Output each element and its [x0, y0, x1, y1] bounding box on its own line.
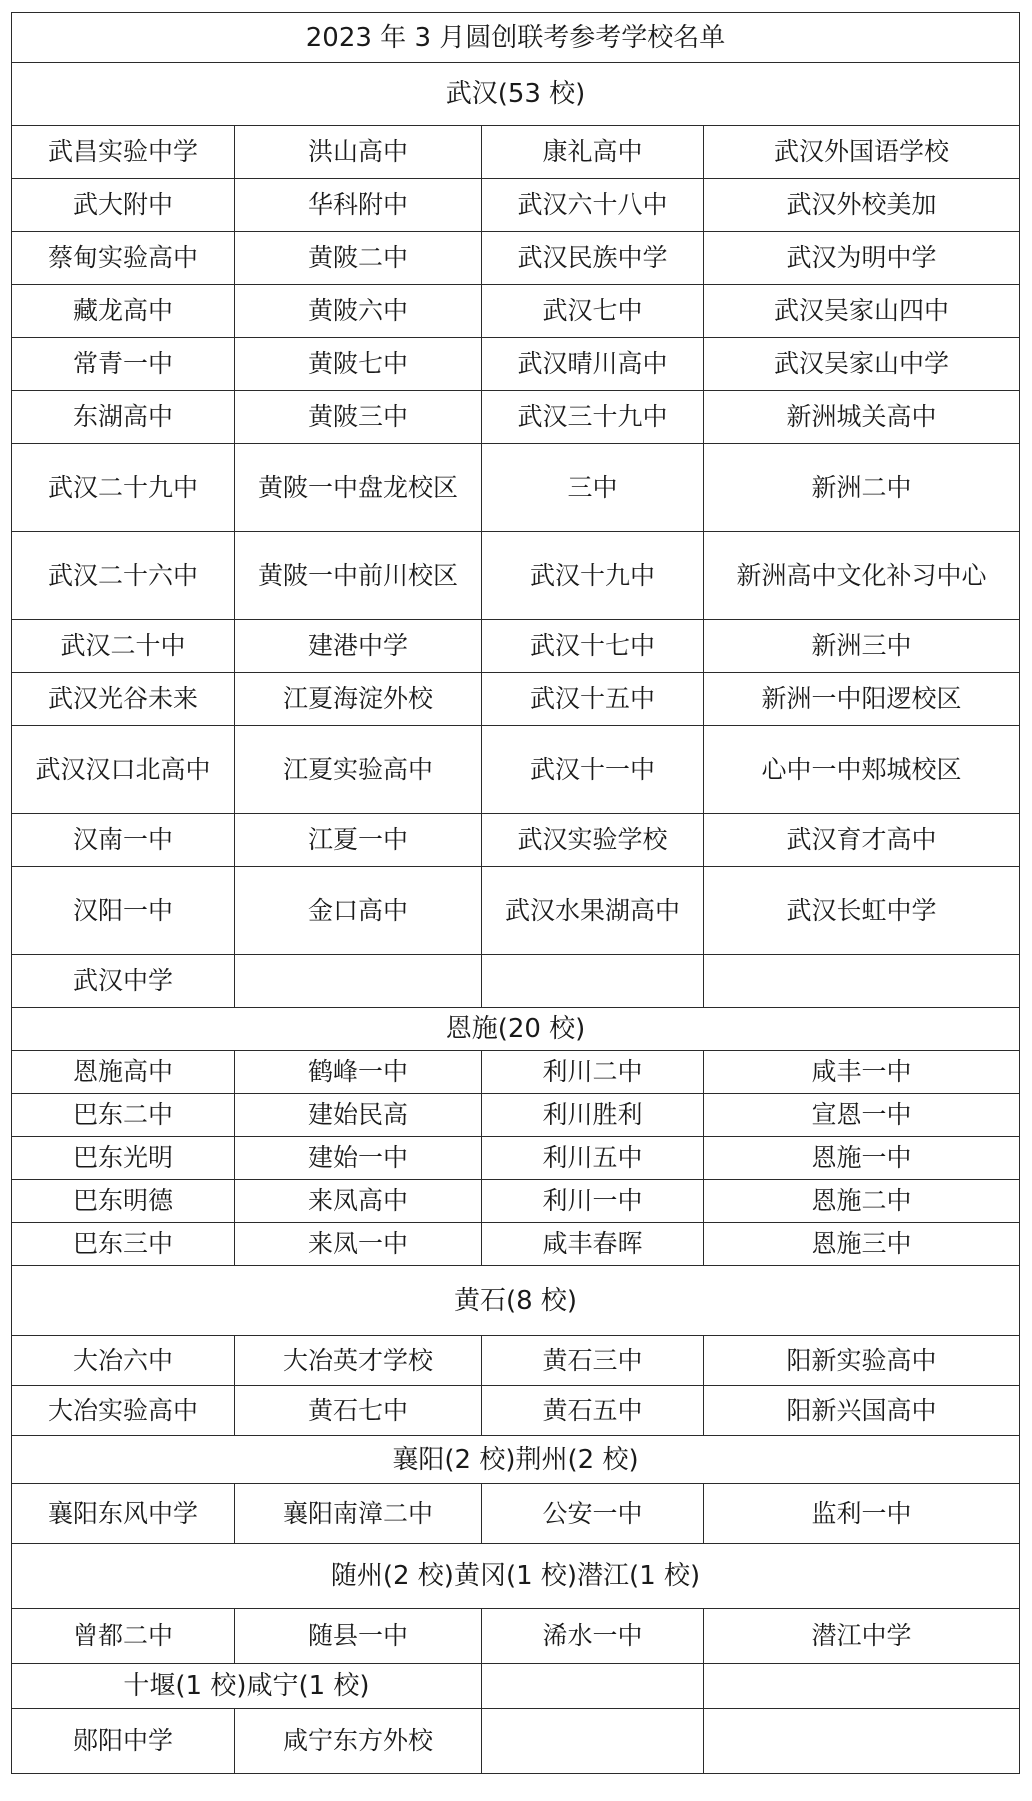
school-cell: 黄石七中	[235, 1386, 482, 1436]
school-cell: 武汉七中	[482, 285, 704, 338]
school-cell: 大冶六中	[12, 1336, 235, 1386]
school-cell: 咸宁东方外校	[235, 1709, 482, 1774]
school-cell: 武汉二十中	[12, 620, 235, 673]
school-cell: 武汉吴家山中学	[704, 338, 1020, 391]
table-row	[12, 232, 1020, 285]
school-cell	[704, 955, 1020, 1008]
table-row	[12, 955, 1020, 1008]
school-cell: 新洲城关高中	[704, 391, 1020, 444]
school-cell: 武汉吴家山四中	[704, 285, 1020, 338]
school-cell: 心中一中郏城校区	[704, 726, 1020, 814]
table-row	[12, 814, 1020, 867]
school-cell	[704, 1709, 1020, 1774]
empty-cell	[704, 1664, 1020, 1709]
school-cell: 利川二中	[482, 1051, 704, 1094]
school-cell: 建始民高	[235, 1094, 482, 1137]
school-cell: 江夏海淀外校	[235, 673, 482, 726]
school-cell: 武汉育才高中	[704, 814, 1020, 867]
school-cell: 襄阳南漳二中	[235, 1484, 482, 1544]
school-cell: 潜江中学	[704, 1609, 1020, 1664]
school-cell: 黄陂二中	[235, 232, 482, 285]
school-cell: 郧阳中学	[12, 1709, 235, 1774]
school-cell: 三中	[482, 444, 704, 532]
school-cell: 浠水一中	[482, 1609, 704, 1664]
school-cell: 来凤高中	[235, 1180, 482, 1223]
school-cell: 武汉晴川高中	[482, 338, 704, 391]
school-cell: 宣恩一中	[704, 1094, 1020, 1137]
school-cell: 咸丰一中	[704, 1051, 1020, 1094]
school-cell: 武汉实验学校	[482, 814, 704, 867]
school-cell: 巴东明德	[12, 1180, 235, 1223]
school-cell: 武汉光谷未来	[12, 673, 235, 726]
school-cell: 鹤峰一中	[235, 1051, 482, 1094]
table-row	[12, 1223, 1020, 1266]
school-cell: 常青一中	[12, 338, 235, 391]
school-cell: 黄石五中	[482, 1386, 704, 1436]
table-row	[12, 126, 1020, 179]
school-cell: 藏龙高中	[12, 285, 235, 338]
school-cell: 公安一中	[482, 1484, 704, 1544]
school-cell: 金口高中	[235, 867, 482, 955]
table-row	[12, 1386, 1020, 1436]
school-cell: 黄陂一中前川校区	[235, 532, 482, 620]
table-row	[12, 620, 1020, 673]
school-cell: 武汉水果湖高中	[482, 867, 704, 955]
school-cell: 黄陂三中	[235, 391, 482, 444]
school-cell: 曾都二中	[12, 1609, 235, 1664]
school-cell: 建港中学	[235, 620, 482, 673]
school-cell: 阳新实验高中	[704, 1336, 1020, 1386]
school-cell: 武汉中学	[12, 955, 235, 1008]
school-cell: 利川胜利	[482, 1094, 704, 1137]
table-row	[12, 532, 1020, 620]
school-cell	[482, 955, 704, 1008]
region-header-huangshi: 黄石(8 校)	[12, 1266, 1020, 1336]
school-cell: 武汉民族中学	[482, 232, 704, 285]
table-row	[12, 726, 1020, 814]
school-cell: 黄石三中	[482, 1336, 704, 1386]
school-cell: 武汉外校美加	[704, 179, 1020, 232]
table-row	[12, 285, 1020, 338]
school-cell: 汉南一中	[12, 814, 235, 867]
table-row	[12, 1336, 1020, 1386]
school-cell: 襄阳东风中学	[12, 1484, 235, 1544]
school-cell: 巴东三中	[12, 1223, 235, 1266]
region-header-enshi: 恩施(20 校)	[12, 1008, 1020, 1051]
table-row	[12, 1137, 1020, 1180]
school-cell: 新洲二中	[704, 444, 1020, 532]
school-cell: 黄陂七中	[235, 338, 482, 391]
school-cell: 黄陂六中	[235, 285, 482, 338]
school-cell: 武昌实验中学	[12, 126, 235, 179]
school-cell: 华科附中	[235, 179, 482, 232]
school-cell: 武大附中	[12, 179, 235, 232]
school-list-table	[11, 12, 1020, 1774]
school-cell: 江夏实验高中	[235, 726, 482, 814]
school-cell: 黄陂一中盘龙校区	[235, 444, 482, 532]
table-row	[12, 1609, 1020, 1664]
school-cell: 咸丰春晖	[482, 1223, 704, 1266]
school-cell: 大冶英才学校	[235, 1336, 482, 1386]
school-cell: 大冶实验高中	[12, 1386, 235, 1436]
empty-cell	[482, 1664, 704, 1709]
table-row	[12, 1180, 1020, 1223]
school-cell: 建始一中	[235, 1137, 482, 1180]
school-cell: 武汉十九中	[482, 532, 704, 620]
table-title: 2023 年 3 月圆创联考参考学校名单	[12, 13, 1020, 63]
region-header-shiyan-xianning: 十堰(1 校)咸宁(1 校)	[12, 1664, 482, 1709]
school-cell: 新洲高中文化补习中心	[704, 532, 1020, 620]
school-cell: 武汉汉口北高中	[12, 726, 235, 814]
school-cell: 武汉十一中	[482, 726, 704, 814]
school-cell: 恩施一中	[704, 1137, 1020, 1180]
school-cell: 恩施三中	[704, 1223, 1020, 1266]
school-cell: 新洲三中	[704, 620, 1020, 673]
school-cell: 江夏一中	[235, 814, 482, 867]
region-header-wuhan: 武汉(53 校)	[12, 63, 1020, 126]
school-cell: 武汉二十九中	[12, 444, 235, 532]
school-cell: 武汉为明中学	[704, 232, 1020, 285]
school-cell: 武汉外国语学校	[704, 126, 1020, 179]
school-cell	[482, 1709, 704, 1774]
school-cell: 巴东光明	[12, 1137, 235, 1180]
school-cell: 洪山高中	[235, 126, 482, 179]
school-cell: 汉阳一中	[12, 867, 235, 955]
table-row	[12, 1709, 1020, 1774]
school-cell: 新洲一中阳逻校区	[704, 673, 1020, 726]
school-cell: 随县一中	[235, 1609, 482, 1664]
school-cell	[235, 955, 482, 1008]
school-cell: 蔡甸实验高中	[12, 232, 235, 285]
table-row	[12, 1484, 1020, 1544]
school-cell: 武汉三十九中	[482, 391, 704, 444]
region-header-suizhou-huanggang-qianjiang: 随州(2 校)黄冈(1 校)潜江(1 校)	[12, 1544, 1020, 1609]
school-cell: 巴东二中	[12, 1094, 235, 1137]
table-row	[12, 1094, 1020, 1137]
school-cell: 恩施二中	[704, 1180, 1020, 1223]
school-cell: 武汉长虹中学	[704, 867, 1020, 955]
table-row	[12, 673, 1020, 726]
school-cell: 东湖高中	[12, 391, 235, 444]
school-cell: 武汉二十六中	[12, 532, 235, 620]
school-cell: 利川一中	[482, 1180, 704, 1223]
school-cell: 康礼高中	[482, 126, 704, 179]
table-row	[12, 1051, 1020, 1094]
region-header-xiangyang-jingzhou: 襄阳(2 校)荆州(2 校)	[12, 1436, 1020, 1484]
school-cell: 来凤一中	[235, 1223, 482, 1266]
table-row	[12, 338, 1020, 391]
table-row	[12, 444, 1020, 532]
school-cell: 恩施高中	[12, 1051, 235, 1094]
table-row	[12, 867, 1020, 955]
school-cell: 武汉六十八中	[482, 179, 704, 232]
school-cell: 阳新兴国高中	[704, 1386, 1020, 1436]
school-cell: 武汉十五中	[482, 673, 704, 726]
table-row	[12, 179, 1020, 232]
school-cell: 利川五中	[482, 1137, 704, 1180]
school-cell: 监利一中	[704, 1484, 1020, 1544]
school-cell: 武汉十七中	[482, 620, 704, 673]
table-row	[12, 391, 1020, 444]
